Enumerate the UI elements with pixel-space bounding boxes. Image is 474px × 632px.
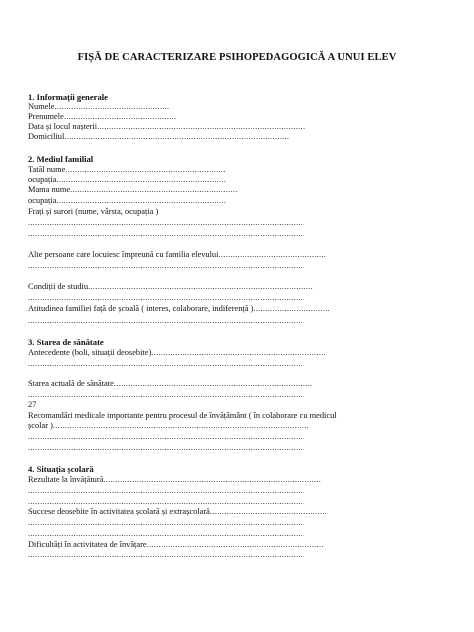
form-line <box>28 207 158 217</box>
field-label: Frați și surori (nume, vârsta, ocupația ) <box>28 206 159 216</box>
form-line <box>28 218 303 228</box>
fill-in-blank: ........................................................................................... <box>103 474 322 484</box>
form-line <box>28 379 312 389</box>
form-line <box>28 102 169 112</box>
form-line <box>28 507 327 517</box>
fill-in-blank: ................................................................................................................... <box>28 496 304 506</box>
field-label: 27 <box>28 400 37 409</box>
fill-in-blank: ......................................................................... <box>151 347 327 357</box>
section-heading-text: 2. Mediul familial <box>28 154 94 164</box>
fill-in-blank: ................................................. <box>209 507 328 516</box>
field-label: Atitudinea familiei față de școală ( interes, colaborare, indiferență ) <box>28 304 254 313</box>
form-line <box>28 261 303 271</box>
fill-in-blank: ................................................................................... <box>113 379 313 388</box>
field-label: Dificultăți în activitatea de învățare <box>28 539 147 549</box>
field-label: Domiciliul <box>28 132 65 141</box>
fill-in-blank: ................................................................................................................... <box>28 229 304 238</box>
fill-in-blank: ................................................................................................................... <box>28 518 304 527</box>
form-line <box>28 132 289 142</box>
form-line <box>28 175 226 185</box>
form-line <box>28 250 326 260</box>
form-line <box>28 518 303 528</box>
fill-in-blank: ................................................................................................................... <box>28 443 304 452</box>
form-line <box>28 185 238 195</box>
form-line <box>28 348 326 358</box>
form-line <box>28 165 226 175</box>
fill-in-blank: ................................................................................................................... <box>28 218 304 227</box>
fill-in-blank: ...................................................................... <box>70 185 238 194</box>
form-line <box>28 443 303 453</box>
section-heading-text: 4. Situația școlară <box>28 464 94 474</box>
field-label: Mama nume <box>28 185 71 194</box>
section-heading-text: 3. Starea de sănătate <box>28 337 104 347</box>
field-label: Antecedente (boli, situații deosebite) <box>28 347 152 357</box>
fill-in-blank: ........................................................................................................... <box>52 421 310 430</box>
fill-in-blank: ................................ <box>253 304 330 313</box>
section-heading <box>28 92 108 102</box>
form-line <box>28 486 303 496</box>
fill-in-blank: ................................................................................................................... <box>28 316 304 325</box>
form-line <box>28 282 313 292</box>
section-heading-text: 1. Informații generale <box>28 92 108 102</box>
form-line <box>28 293 303 303</box>
fill-in-blank: ................................................ <box>54 101 170 111</box>
fill-in-blank: ................................................................................................................... <box>28 432 304 441</box>
field-label: Alte persoane care locuiesc împreună cu familia elevului <box>28 250 219 259</box>
fill-in-blank: ................................................................................................................... <box>28 390 304 399</box>
fill-in-blank: ....................................................................... <box>56 196 227 205</box>
form-line <box>28 475 321 485</box>
fill-in-blank: ....................................................................... <box>56 175 227 184</box>
form-line <box>28 359 303 369</box>
section-heading <box>28 337 104 347</box>
fill-in-blank: ................................................................................................................... <box>28 261 304 270</box>
form-line <box>28 529 303 539</box>
form-line <box>28 432 303 442</box>
fill-in-blank: ................................................................................................................... <box>28 293 304 302</box>
field-label: ocupația <box>28 175 57 184</box>
fill-in-blank: ....................................................................................... <box>97 122 306 131</box>
field-label: Numele <box>28 101 55 111</box>
form-line <box>28 550 303 560</box>
field-label: Condiții de studiu <box>28 282 89 291</box>
field-label: ocupația <box>28 196 57 205</box>
fill-in-blank: .............................................................................................. <box>64 132 290 141</box>
form-line <box>28 229 303 239</box>
fill-in-blank: ................................................................................................................... <box>28 529 304 538</box>
form-line <box>28 497 303 507</box>
fill-in-blank: ................................................................................................................... <box>28 486 304 495</box>
fill-in-blank: ............................................... <box>63 111 177 121</box>
section-heading <box>28 154 93 164</box>
form-line <box>28 122 305 132</box>
field-label: școlar ) <box>28 421 53 430</box>
fill-in-blank: ................................................................................................................... <box>28 550 304 559</box>
form-line <box>28 421 309 431</box>
fill-in-blank: ................................................................... <box>65 164 226 174</box>
fill-in-blank: ............................................. <box>218 250 327 259</box>
form-line <box>28 411 337 421</box>
form-line <box>28 304 330 314</box>
form-line <box>28 390 303 400</box>
field-label: Data și locul nașterii <box>28 122 98 131</box>
form-line <box>28 112 176 122</box>
fill-in-blank: ................................................................................................................... <box>28 359 304 368</box>
field-label: Starea actuală de sănătate <box>28 379 114 388</box>
form-line <box>28 196 226 206</box>
fill-in-blank: .......................................................................... <box>146 539 324 549</box>
form-line <box>28 540 324 550</box>
document-title: FIȘĂ DE CARACTERIZARE PSIHOPEDAGOGICĂ A UNUI ELEV <box>77 52 397 63</box>
field-label: Recomandări medicale importante pentru procesul de învățământ ( în colaborare cu medicul <box>28 411 337 420</box>
field-label: Tatăl nume <box>28 164 66 174</box>
section-heading <box>28 464 94 474</box>
field-label: Prenumele <box>28 111 64 121</box>
field-label: Rezultate la învățătură <box>28 474 104 484</box>
form-line <box>28 400 36 410</box>
fill-in-blank: .............................................................................................. <box>88 282 314 291</box>
form-line <box>28 316 303 326</box>
field-label: Succese deosebite în activitatea școlară și extrașcolară <box>28 507 210 516</box>
